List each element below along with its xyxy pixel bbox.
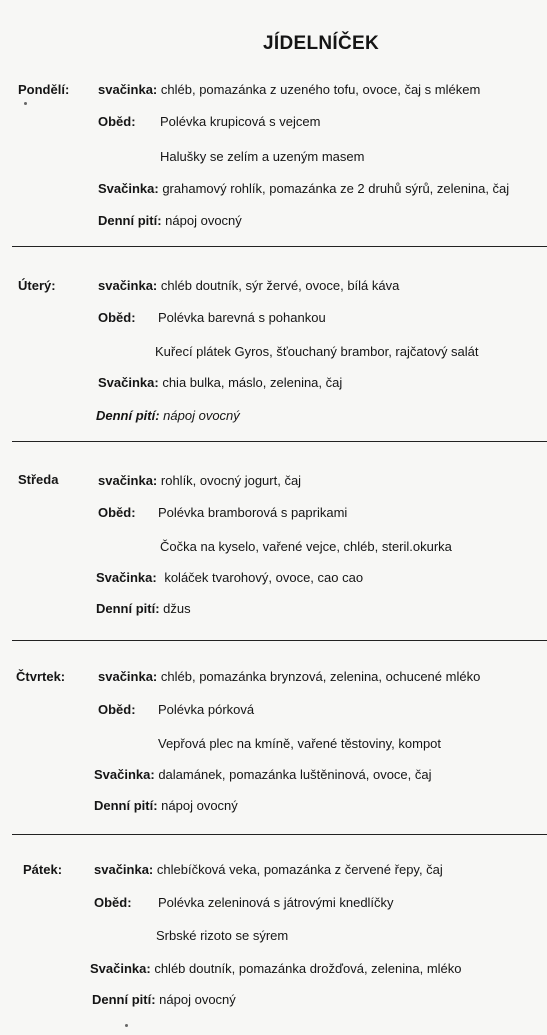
lunch-label: Oběd:: [98, 702, 136, 717]
lunch-main: Vepřová plec na kmíně, vařené těstoviny, kompot: [158, 736, 442, 751]
daily-drink-label: Denní pití:: [92, 992, 156, 1007]
daily-drink-label: Denní pití:: [94, 798, 158, 813]
daily-drink-text: nápoj ovocný: [161, 798, 238, 813]
daily-drink-label: Denní pití:: [96, 601, 160, 616]
day-name: Pátek:: [23, 862, 63, 877]
snack-afternoon: [98, 375, 342, 390]
daily-drink-text: nápoj ovocný: [159, 992, 236, 1007]
snack-morning: [94, 862, 443, 877]
daily-drink: [98, 213, 242, 228]
section-divider: [12, 640, 547, 641]
lunch-soup: Polévka pórková: [158, 702, 255, 717]
snack-morning-text: rohlík, ovocný jogurt, čaj: [160, 473, 302, 488]
lunch-main: Čočka na kyselo, vařené vejce, chléb, steril.okurka: [160, 539, 452, 554]
daily-drink-label: Denní pití:: [98, 213, 162, 228]
snack-afternoon-text: chia bulka, máslo, zelenina, čaj: [162, 375, 343, 390]
snack-morning-label: svačinka:: [98, 278, 158, 293]
daily-drink-label: Denní pití:: [96, 408, 160, 423]
snack-afternoon: [90, 961, 462, 976]
daily-drink: [96, 408, 240, 423]
section-divider: [12, 246, 547, 247]
daily-drink: [92, 992, 236, 1007]
snack-afternoon-text: grahamový rohlík, pomazánka ze 2 druhů sýrů, zelenina, čaj: [162, 181, 510, 196]
snack-afternoon: [98, 181, 509, 196]
lunch-label: Oběd:: [98, 310, 136, 325]
snack-morning-label: svačinka:: [98, 669, 158, 684]
snack-morning-label: svačinka:: [98, 82, 158, 97]
lunch-soup: Polévka bramborová s paprikami: [158, 505, 348, 520]
lunch-soup: Polévka zeleninová s játrovými knedlíčky: [158, 895, 394, 910]
lunch-label: Oběd:: [98, 505, 136, 520]
snack-afternoon-label: Svačinka:: [98, 375, 159, 390]
snack-afternoon-text: dalamánek, pomazánka luštěninová, ovoce, čaj: [158, 767, 432, 782]
snack-afternoon-label: Svačinka:: [94, 767, 155, 782]
daily-drink-text: nápoj ovocný: [165, 213, 242, 228]
snack-afternoon-label: Svačinka:: [98, 181, 159, 196]
snack-afternoon-label: Svačinka:: [96, 570, 157, 585]
snack-morning: [98, 473, 301, 488]
snack-morning: [98, 82, 480, 97]
lunch-label: Oběd:: [98, 114, 136, 129]
day-name: Středa: [18, 472, 59, 487]
day-name: Úterý:: [18, 278, 56, 293]
lunch-main: Kuřecí plátek Gyros, šťouchaný brambor, rajčatový salát: [155, 344, 479, 359]
snack-afternoon: [96, 570, 363, 585]
scan-speck: [24, 102, 27, 105]
daily-drink-text: nápoj ovocný: [163, 408, 240, 423]
lunch-soup: Polévka krupicová s vejcem: [160, 114, 321, 129]
section-divider: [12, 834, 547, 835]
snack-afternoon-label: Svačinka:: [90, 961, 151, 976]
snack-morning-label: svačinka:: [94, 862, 154, 877]
lunch-label: Oběd:: [94, 895, 132, 910]
snack-afternoon: [94, 767, 432, 782]
daily-drink: [94, 798, 238, 813]
section-divider: [12, 441, 547, 442]
page-title: JÍDELNÍČEK: [263, 33, 379, 54]
lunch-soup: Polévka barevná s pohankou: [158, 310, 326, 325]
snack-morning-text: chléb, pomazánka z uzeného tofu, ovoce, čaj s mlékem: [160, 82, 481, 97]
snack-morning-text: chléb doutník, sýr žervé, ovoce, bílá káva: [160, 278, 400, 293]
lunch-main: Srbské rizoto se sýrem: [156, 928, 289, 943]
day-name: Pondělí:: [18, 82, 70, 97]
snack-morning-text: chlebíčková veka, pomazánka z červené řepy, čaj: [156, 862, 443, 877]
lunch-main: Halušky se zelím a uzeným masem: [160, 149, 365, 164]
snack-morning: [98, 278, 399, 293]
snack-afternoon-text: koláček tvarohový, ovoce, cao cao: [164, 570, 364, 585]
daily-drink: [96, 601, 191, 616]
snack-morning-label: svačinka:: [98, 473, 158, 488]
snack-afternoon-text: chléb doutník, pomazánka drožďová, zelenina, mléko: [154, 961, 462, 976]
day-name: Čtvrtek:: [16, 669, 66, 684]
daily-drink-text: džus: [163, 601, 191, 616]
snack-morning: [98, 669, 480, 684]
snack-morning-text: chléb, pomazánka brynzová, zelenina, ochucené mléko: [160, 669, 481, 684]
scan-speck: [125, 1024, 128, 1027]
